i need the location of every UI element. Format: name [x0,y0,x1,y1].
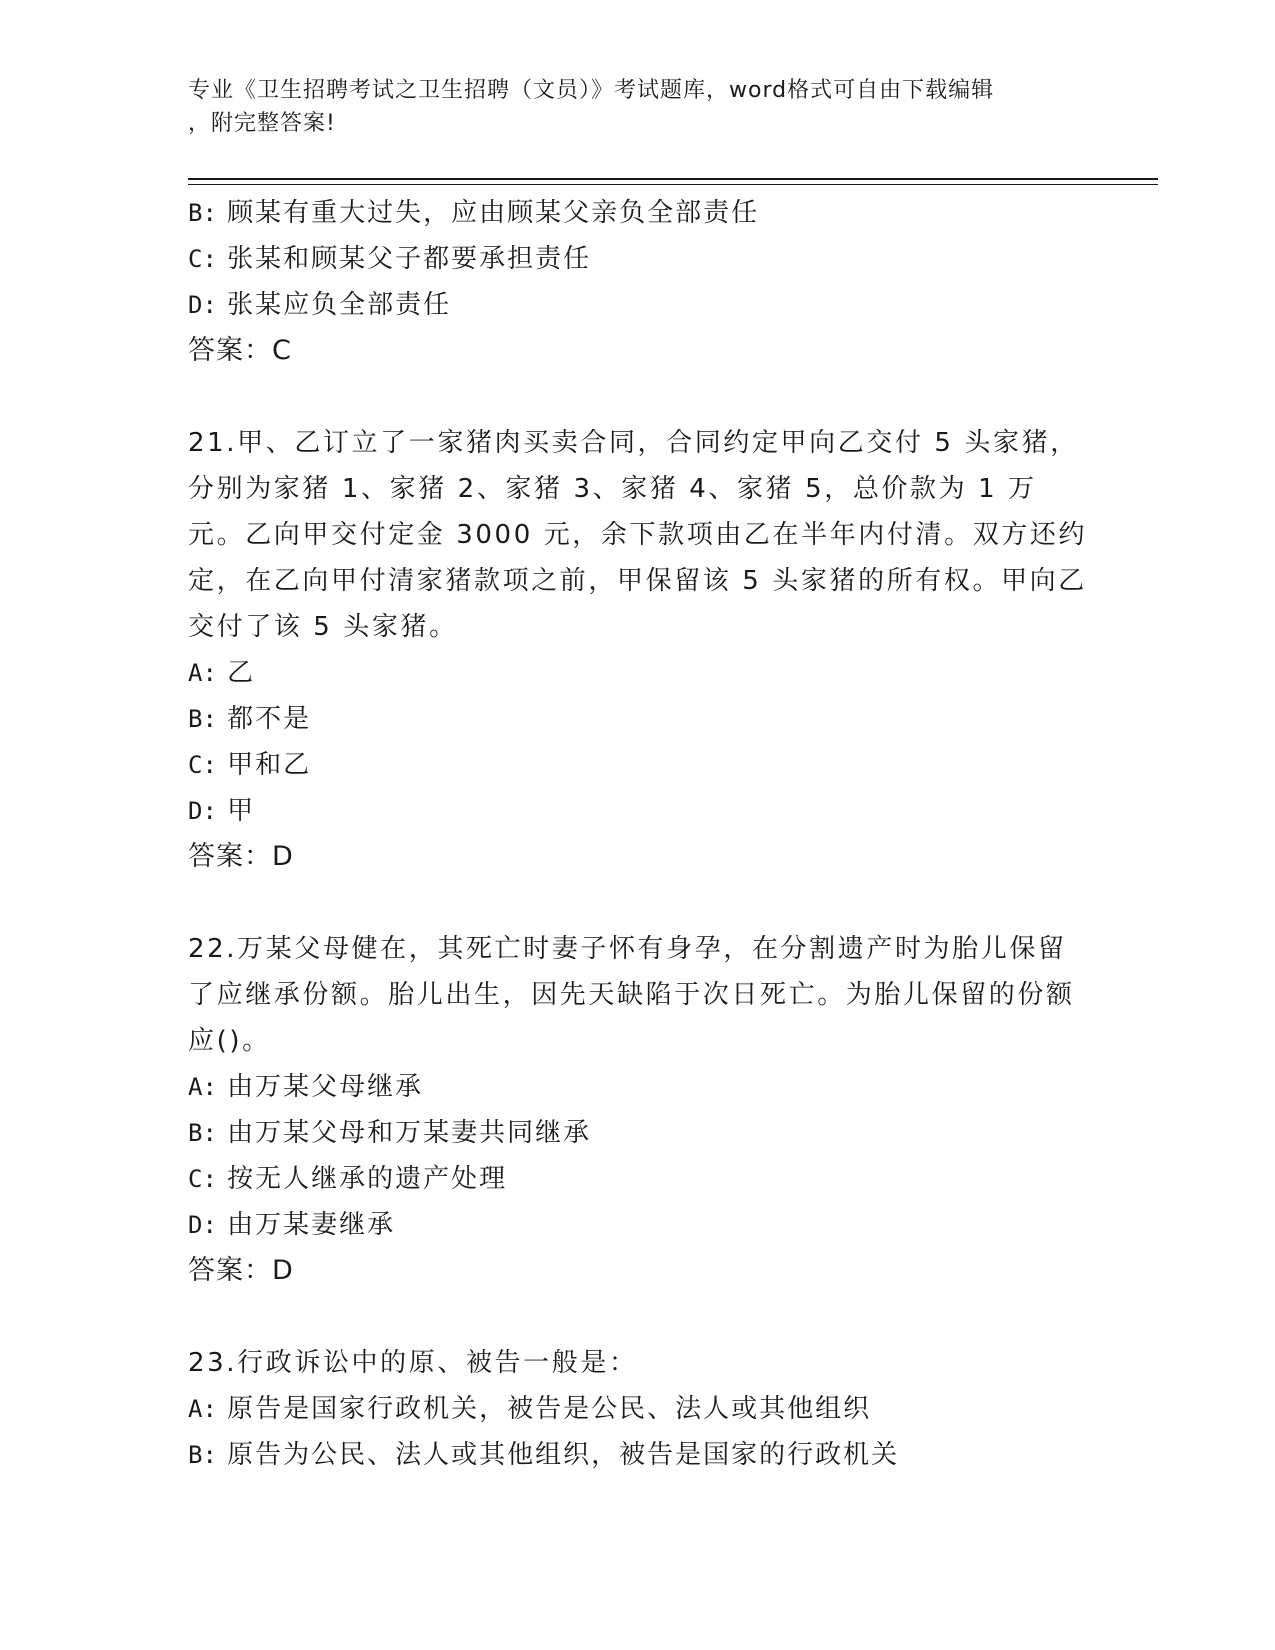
option-letter: C: [188,1165,217,1193]
question-block [188,190,1088,374]
option-letter: D: [188,1211,217,1239]
option-letter: B: [188,199,217,227]
option-line [188,1202,1088,1248]
option-letter: D: [188,291,217,319]
option-text: 由万某父母和万某妻共同继承 [227,1118,592,1148]
answer-line: 答案：C [188,335,292,366]
header-rule-thick [188,178,1158,180]
question-list [188,190,1088,1478]
option-text: 原告是国家行政机关，被告是公民、法人或其他组织 [227,1394,872,1424]
option-letter: C: [188,751,217,779]
option-letter: A: [188,1395,217,1423]
option-line [188,742,1088,788]
answer-line: 答案：D [188,1255,294,1286]
option-line [188,1386,1088,1432]
block-spacer [188,374,1088,420]
option-letter: C: [188,245,217,273]
option-line [188,1156,1088,1202]
option-text: 甲和乙 [227,750,312,780]
question-text: 22.万某父母健在，其死亡时妻子怀有身孕，在分割遗产时为胎儿保留了应继承份额。胎儿出生，因先天缺陷于次日死亡。为胎儿保留的份额应()。 [188,934,1075,1056]
header-rule-thin [188,184,1158,185]
option-line [188,650,1088,696]
option-line [188,1064,1088,1110]
option-text: 张某应负全部责任 [227,290,452,320]
option-text: 按无人继承的遗产处理 [227,1164,508,1194]
option-text: 顾某有重大过失，应由顾某父亲负全部责任 [227,198,760,228]
option-letter: B: [188,1119,217,1147]
option-text: 由万某妻继承 [227,1210,396,1240]
question-text: 23.行政诉讼中的原、被告一般是： [188,1348,638,1378]
option-letter: D: [188,797,217,825]
block-spacer [188,880,1088,926]
option-line [188,696,1088,742]
question-block [188,1340,1088,1478]
option-line [188,282,1088,328]
option-text: 甲 [227,796,256,826]
page-header: 专业《卫生招聘考试之卫生招聘（文员）》考试题库，word格式可自由下载编辑 ，附完整答案! [188,78,995,136]
option-line [188,1110,1088,1156]
question-block [188,420,1088,880]
option-line [188,788,1088,834]
option-line [188,1432,1088,1478]
question-block [188,926,1088,1294]
option-letter: A: [188,659,217,687]
option-line [188,190,1088,236]
option-text: 都不是 [227,704,312,734]
option-text: 乙 [227,658,256,688]
block-spacer [188,1294,1088,1340]
option-letter: B: [188,1441,217,1469]
question-text: 21.甲、乙订立了一家猪肉买卖合同，合同约定甲向乙交付 5 头家猪，分别为家猪 1、家猪 2、家猪 3、家猪 4、家猪 5，总价款为 1 万元。乙向甲交付定金 3000 元，余下款项由乙在半年内付清。双方还约定，在乙向甲付清家猪款项之前，甲保留该 5 头家猪的所有权。甲向乙交付了该 5 头家猪。 [188,428,1088,642]
option-letter: A: [188,1073,217,1101]
answer-line: 答案：D [188,841,294,872]
option-text: 原告为公民、法人或其他组织，被告是国家的行政机关 [227,1440,900,1470]
option-text: 张某和顾某父子都要承担责任 [227,244,592,274]
option-line [188,236,1088,282]
option-text: 由万某父母继承 [227,1072,424,1102]
option-letter: B: [188,705,217,733]
